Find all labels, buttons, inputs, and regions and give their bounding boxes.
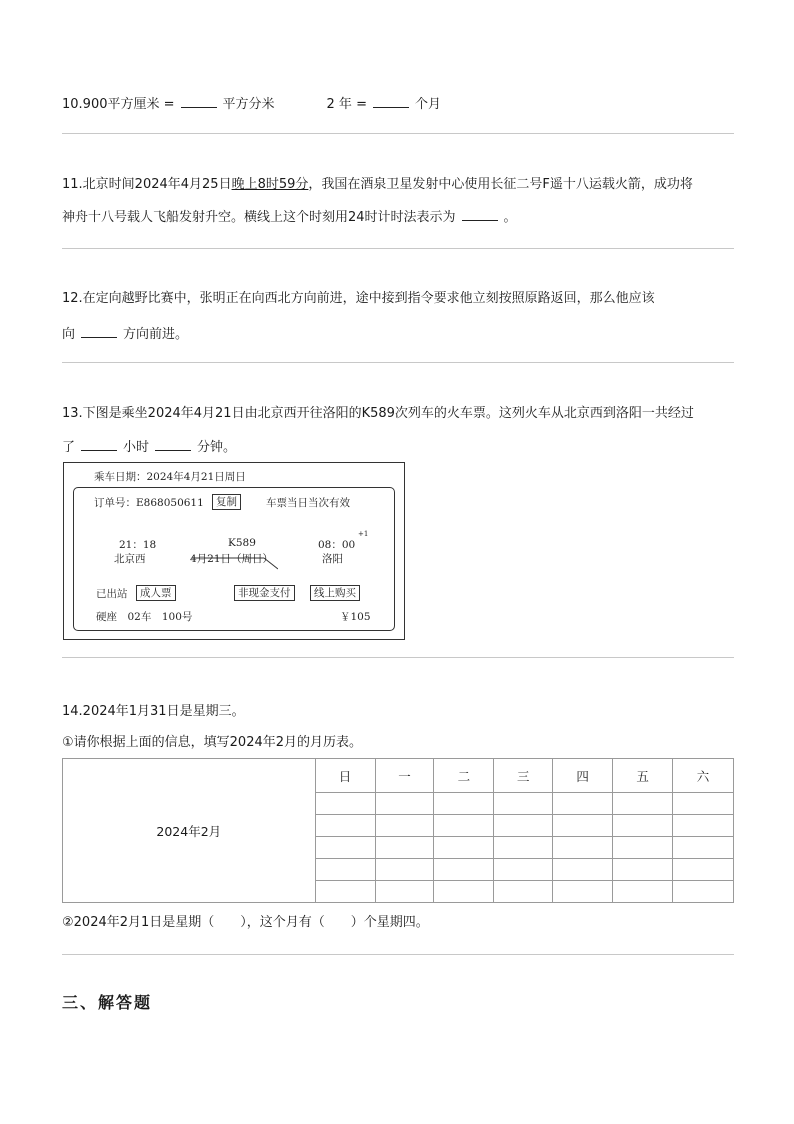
calendar-cell[interactable]	[375, 815, 434, 837]
weekday-mon: 一	[375, 759, 434, 793]
from-station: 北京西	[114, 553, 146, 565]
calendar-cell[interactable]	[494, 859, 553, 881]
q13-line2-post: 分钟。	[197, 440, 237, 455]
q11-line2-end: 。	[503, 210, 517, 225]
calendar-cell[interactable]	[673, 793, 734, 815]
calendar-cell[interactable]	[315, 859, 375, 881]
question-14-sub1: ①请你根据上面的信息，填写2024年2月的月历表。	[62, 735, 363, 750]
calendar-month-label: 2024年2月	[63, 759, 316, 903]
ticket-inner	[73, 487, 395, 631]
question-12: 12.在定向越野比赛中，张明正在向西北方向前进，途中接到指令要求他立刻按照原路返回，那么他应该	[62, 291, 655, 306]
weekday-thu: 四	[553, 759, 613, 793]
answer-blank[interactable]	[373, 94, 409, 108]
section-title: 三、解答题	[62, 993, 153, 1012]
q12-line2-post: 方向前进。	[123, 327, 189, 342]
calendar-cell[interactable]	[315, 881, 375, 903]
question-13: 13.下图是乘坐2024年4月21日由北京西开往洛阳的K589次列车的火车票。这列火车从北京西到洛阳一共经过	[62, 406, 694, 421]
calendar-cell[interactable]	[494, 815, 553, 837]
calendar-cell[interactable]	[673, 881, 734, 903]
calendar-cell[interactable]	[315, 837, 375, 859]
weekday-tue: 二	[434, 759, 494, 793]
calendar-cell[interactable]	[553, 793, 613, 815]
calendar-cell[interactable]	[375, 837, 434, 859]
answer-blank[interactable]	[81, 324, 117, 338]
ticket-price: ￥105	[340, 611, 371, 623]
calendar-cell[interactable]	[613, 837, 673, 859]
question-14-sub2: ②2024年2月1日是星期（ ），这个月有（ ）个星期四。	[62, 915, 429, 930]
q13-line2-mid: 小时	[123, 440, 150, 455]
q11-line2-text: 神舟十八号载人飞船发射升空。横线上这个时刻用24时计时法表示为	[62, 210, 456, 225]
weekday-wed: 三	[494, 759, 553, 793]
question-11-line2	[62, 207, 734, 227]
divider	[62, 248, 734, 249]
calendar-cell[interactable]	[673, 837, 734, 859]
calendar-cell[interactable]	[553, 815, 613, 837]
answer-blank[interactable]	[155, 437, 191, 451]
calendar-cell[interactable]	[494, 837, 553, 859]
q11-text-rest: ，我国在酒泉卫星发射中心使用长征二号F遥十八运载火箭，成功将	[308, 177, 693, 192]
copy-button[interactable]: 复制	[212, 494, 241, 510]
depart-time: 21：18	[119, 539, 157, 551]
online-purchase-tag: 线上购买	[310, 585, 360, 601]
question-11	[62, 176, 734, 194]
calendar-cell[interactable]	[494, 793, 553, 815]
calendar-cell[interactable]	[494, 881, 553, 903]
calendar-cell[interactable]	[434, 881, 494, 903]
ticket-order-number: 订单号：E868050611	[94, 497, 204, 509]
q11-text: 11.北京时间2024年4月25日	[62, 177, 232, 192]
q11-underlined-time: 晚上8时59分	[231, 177, 309, 192]
ticket-status: 已出站	[96, 588, 128, 600]
question-13-line2	[62, 437, 734, 457]
calendar-cell[interactable]	[613, 859, 673, 881]
calendar-cell[interactable]	[553, 837, 613, 859]
weekday-sat: 六	[673, 759, 734, 793]
q10-unit-2: 个月	[414, 97, 441, 112]
divider	[62, 362, 734, 363]
travel-date-short: 4月21日（周日）	[190, 553, 274, 565]
q10-text-2: 2 年 =	[326, 97, 367, 112]
answer-blank[interactable]	[181, 94, 217, 108]
weekday-fri: 五	[613, 759, 673, 793]
q13-line2-pre: 了	[62, 440, 76, 455]
calendar-cell[interactable]	[315, 815, 375, 837]
calendar-cell[interactable]	[375, 881, 434, 903]
ticket-valid-note: 车票当日当次有效	[266, 497, 350, 509]
question-10	[62, 94, 734, 114]
calendar-cell[interactable]	[673, 815, 734, 837]
calendar-cell[interactable]	[613, 815, 673, 837]
q12-line2-pre: 向	[62, 327, 76, 342]
train-number: K589	[228, 537, 256, 549]
arrive-time: 08：00	[318, 539, 356, 551]
calendar-cell[interactable]	[434, 837, 494, 859]
divider	[62, 954, 734, 955]
calendar-cell[interactable]	[375, 859, 434, 881]
calendar-cell[interactable]	[553, 881, 613, 903]
calendar-cell[interactable]	[613, 881, 673, 903]
train-ticket	[63, 462, 405, 640]
calendar-cell[interactable]	[434, 859, 494, 881]
question-14: 14.2024年1月31日是星期三。	[62, 704, 245, 719]
non-cash-tag: 非现金支付	[234, 585, 295, 601]
plus-day-mark: +1	[358, 530, 369, 538]
calendar-cell[interactable]	[375, 793, 434, 815]
february-calendar	[62, 758, 734, 903]
answer-blank[interactable]	[81, 437, 117, 451]
divider	[62, 133, 734, 134]
ticket-date: 乘车日期：2024年4月21日周日	[94, 471, 246, 483]
weekday-sun: 日	[315, 759, 375, 793]
calendar-cell[interactable]	[315, 793, 375, 815]
q10-unit-1: 平方分米	[222, 97, 275, 112]
q10-text-1: 10.900平方厘米 =	[62, 97, 175, 112]
divider	[62, 657, 734, 658]
seat-info: 硬座 02车 100号	[96, 611, 193, 623]
calendar-cell[interactable]	[673, 859, 734, 881]
answer-blank[interactable]	[462, 207, 498, 221]
calendar-cell[interactable]	[434, 793, 494, 815]
calendar-cell[interactable]	[553, 859, 613, 881]
adult-ticket-tag: 成人票	[136, 585, 176, 601]
calendar-cell[interactable]	[434, 815, 494, 837]
calendar-cell[interactable]	[613, 793, 673, 815]
question-12-line2	[62, 324, 734, 344]
to-station: 洛阳	[322, 553, 343, 565]
